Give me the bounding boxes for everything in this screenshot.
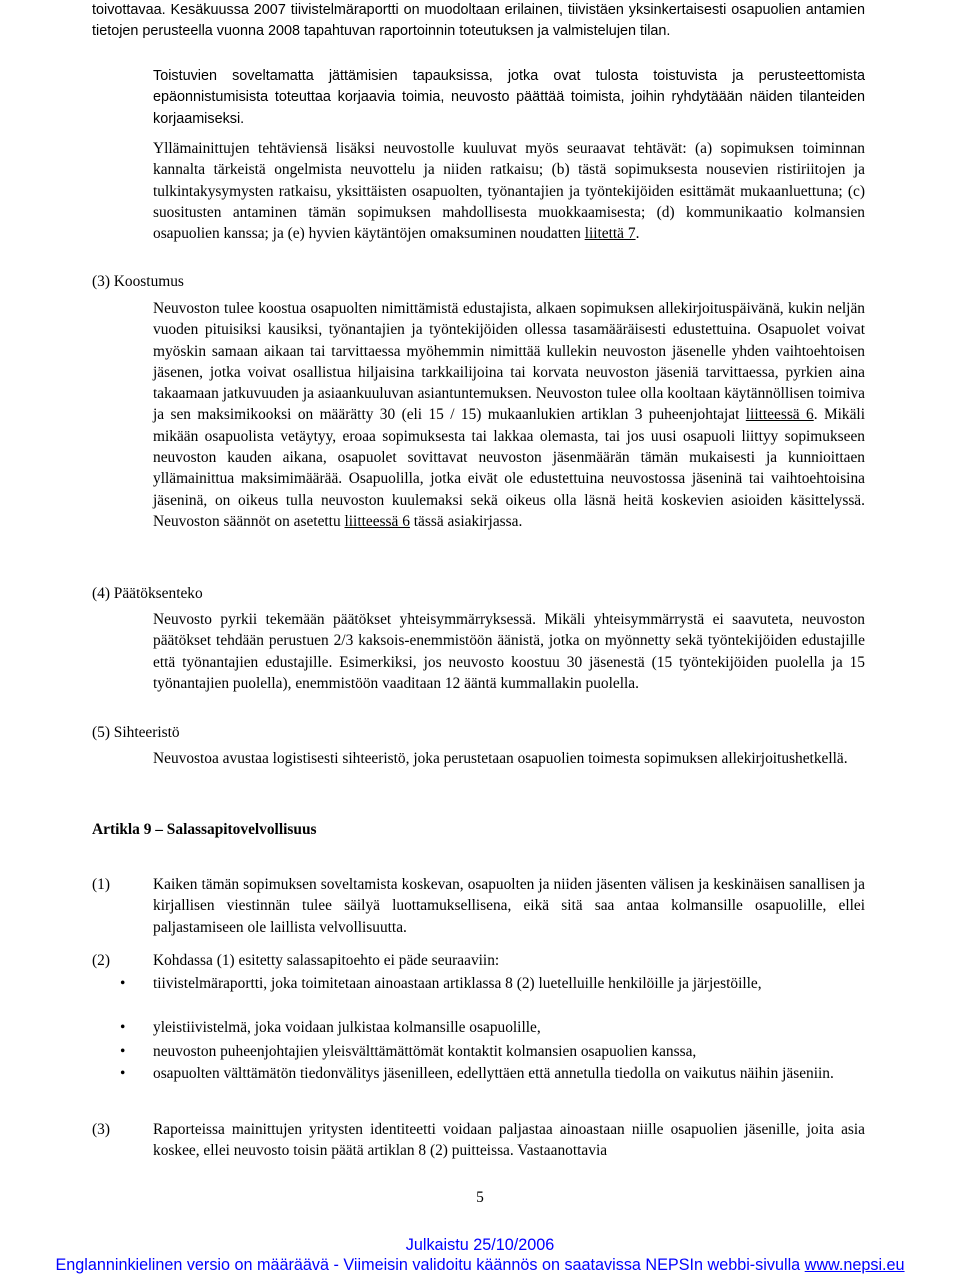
section-4-text: Neuvosto pyrkii tekemään päätökset yhteisymmärryksessä. Mikäli yhteisymmärrystä ei saavuteta, neuvoston päätökset tehdään perustuen 2/3 kaksois-enemmistöön äänistä, jotka on myönnetty sekä työntekijöiden edustajille että työnantajien edustajille. Esimerkiksi, jos neuvosto koostuu 30 jäsenestä (15 työntekijöiden puolella ja 15 työnantajien puolella), enemmistöön vaaditaan 12 ääntä kummallakin puolella. bbox=[153, 611, 865, 692]
item-text: Raporteissa mainittujen yritysten identiteetti voidaan paljastaa ainoastaan niille osapuolien jäsenille, joita asia koskee, ellei neuvosto toisin päätä artiklan 8 (2) puitteissa. Vastaanottavia bbox=[153, 1121, 865, 1160]
bullet-item-3: • neuvoston puheenjohtajien yleisvälttämättömät kontaktit kolmansien osapuolien kanssa, bbox=[92, 1041, 865, 1062]
intro-continuation: toivottavaa. Kesäkuussa 2007 tiivistelmäraportti on muodoltaan erilainen, tiivistäen yksinkertaisesti osapuolien antamien tietojen perusteella vuonna 2008 tapahtuvan raportoinnin toteutuksen ja valmistelujen tilan. bbox=[92, 2, 865, 40]
item-number: (3) bbox=[92, 1121, 110, 1138]
paragraph-council-tasks: Yllämainittujen tehtäviensä lisäksi neuvostolle kuuluvat myös seuraavat tehtävät: (a) sopimuksen toiminnan kannalta tärkeistä ongelmista neuvottelu ja niiden ratkaisu; (b) tästä sopimuksesta nousevien ristiriitojen ja tulkintakysymysten ratkaisu, yksittäisten osapuolten, työnantajien ja työntekijöiden esittämät mukaanluettuna; (c) suositusten antaminen tämän sopimuksen mahdollisesta muokkaamisesta; (d) kommunikaatio kolmansien osapuolien kanssa; ja (e) hyvien käytäntöjen omaksuminen noudatten liitettä 7. bbox=[153, 140, 865, 243]
nepsi-website-link[interactable]: www.nepsi.eu bbox=[804, 1256, 905, 1274]
item-number: (1) bbox=[92, 876, 110, 893]
section-5-heading: (5) Sihteeristö bbox=[92, 724, 180, 741]
bullet-icon: • bbox=[120, 975, 126, 992]
footer-notice: Englanninkielinen versio on määräävä - Viimeisin validoitu käännös on saatavissa NEPSIn webbi-sivulla www.nepsi.eu bbox=[55, 1256, 905, 1274]
section-5-text: Neuvostoa avustaa logistisesti sihteeristö, joka perustetaan osapuolien toimesta sopimuksen allekirjoitushetkellä. bbox=[153, 750, 848, 767]
bullet-item-1: • tiivistelmäraportti, joka toimitetaan ainoastaan artiklassa 8 (2) luetelluille henkilöille ja järjestöille, bbox=[92, 973, 865, 994]
bullet-icon: • bbox=[120, 1043, 126, 1060]
item-text: Kaiken tämän sopimuksen soveltamista koskevan, osapuolten ja niiden jäsenten välisen ja keskinäisen sanallisen ja kirjallisen viestinnän tulee säilyä luottamuksellisena, eikä sitä saa antaa kolmansille osapuolille, ellei paljastamiseen ole laillista velvollisuutta. bbox=[153, 876, 865, 936]
annex-6-link-2[interactable]: liitteessä 6 bbox=[344, 512, 410, 530]
bullet-icon: • bbox=[120, 1019, 126, 1036]
article-9-item-2 bbox=[92, 950, 865, 971]
footer-publish-date: Julkaistu 25/10/2006 bbox=[405, 1236, 555, 1254]
item-number: (2) bbox=[92, 952, 110, 969]
bullet-icon: • bbox=[120, 1065, 126, 1082]
annex-6-link-1[interactable]: liitteessä 6 bbox=[745, 406, 814, 424]
article-9-title: Artikla 9 – Salassapitovelvollisuus bbox=[92, 821, 317, 838]
bullet-item-4: • osapuolten välttämätön tiedonvälitys jäsenilleen, edellyttäen että annetulla tiedolla on vaikutus näihin jäseniin. bbox=[92, 1063, 865, 1084]
section-3-heading: (3) Koostumus bbox=[92, 273, 184, 290]
page-number: 5 bbox=[476, 1189, 484, 1206]
annex-7-link[interactable]: liitettä 7 bbox=[584, 225, 636, 243]
paragraph-repeated-noncompliance: Toistuvien soveltamatta jättämisien tapauksissa, jotka ovat tulosta toistuvista ja perusteettomista epäonnistumisista toteuttaa korjaavia toimia, neuvosto päättää toimista, joihin ryhdytäään näiden tilanteiden korjaamiseksi. bbox=[153, 68, 865, 127]
article-9-item-3 bbox=[92, 1119, 865, 1162]
article-9-item-1 bbox=[92, 874, 865, 938]
section-3-text: Neuvoston tulee koostua osapuolten nimittämistä edustajista, alkaen sopimuksen allekirjoituspäivänä, kukin neljän vuoden pituisiksi kausiksi, työnantajien ja työntekijöiden ollessa tasamääräisesti edustettuina. Osapuolet voivat myöskin samaan aikaan tai tarvittaessa myöhemmin nimittää kullekin neuvoston jäsenelle yhden vaihtoehtoisen jäsenen, jotka voivat osallistua hiljaisina tarkkailijoina tai korvata neuvoston jäseniä tarvittaessa, pyrkien aina takaamaan jatkuvuuden ja asiaankuuluvan asiantuntemuksen. Neuvoston tulee olla kooltaan käytännöllisen toimiva ja sen maksimikooksi on määrätty 30 (eli 15 / 15) mukaanlukien artiklan 3 puheenjohtajat liitteessä 6. Mikäli mikään osapuolista vetäytyy, eroaa sopimuksesta tai lakkaa olemasta, tai jos uusi osapuoli liittyy sopimukseen neuvoston kauden aikana, osapuolet sovittavat neuvoston jäsenmäärän tämän mukaisesti ja kunnioittaen yllämainittua maksimimäärää. Osapuolilla, jotka eivät ole edustettuina neuvostossa jäseninä tai vaihtoehtoisina jäseninä, on oikeus tulla neuvoston kuulemaksi sekä oikeus olla läsnä heitä koskevien asioiden käsittelyssä. Neuvoston säännöt on asetettu liitteessä 6 tässä asiakirjassa. bbox=[153, 300, 865, 530]
bullet-item-2: • yleistiivistelmä, joka voidaan julkistaa kolmansille osapuolille, bbox=[92, 1017, 865, 1038]
section-4-heading: (4) Päätöksenteko bbox=[92, 585, 203, 602]
item-text: Kohdassa (1) esitetty salassapitoehto ei päde seuraaviin: bbox=[153, 952, 500, 969]
